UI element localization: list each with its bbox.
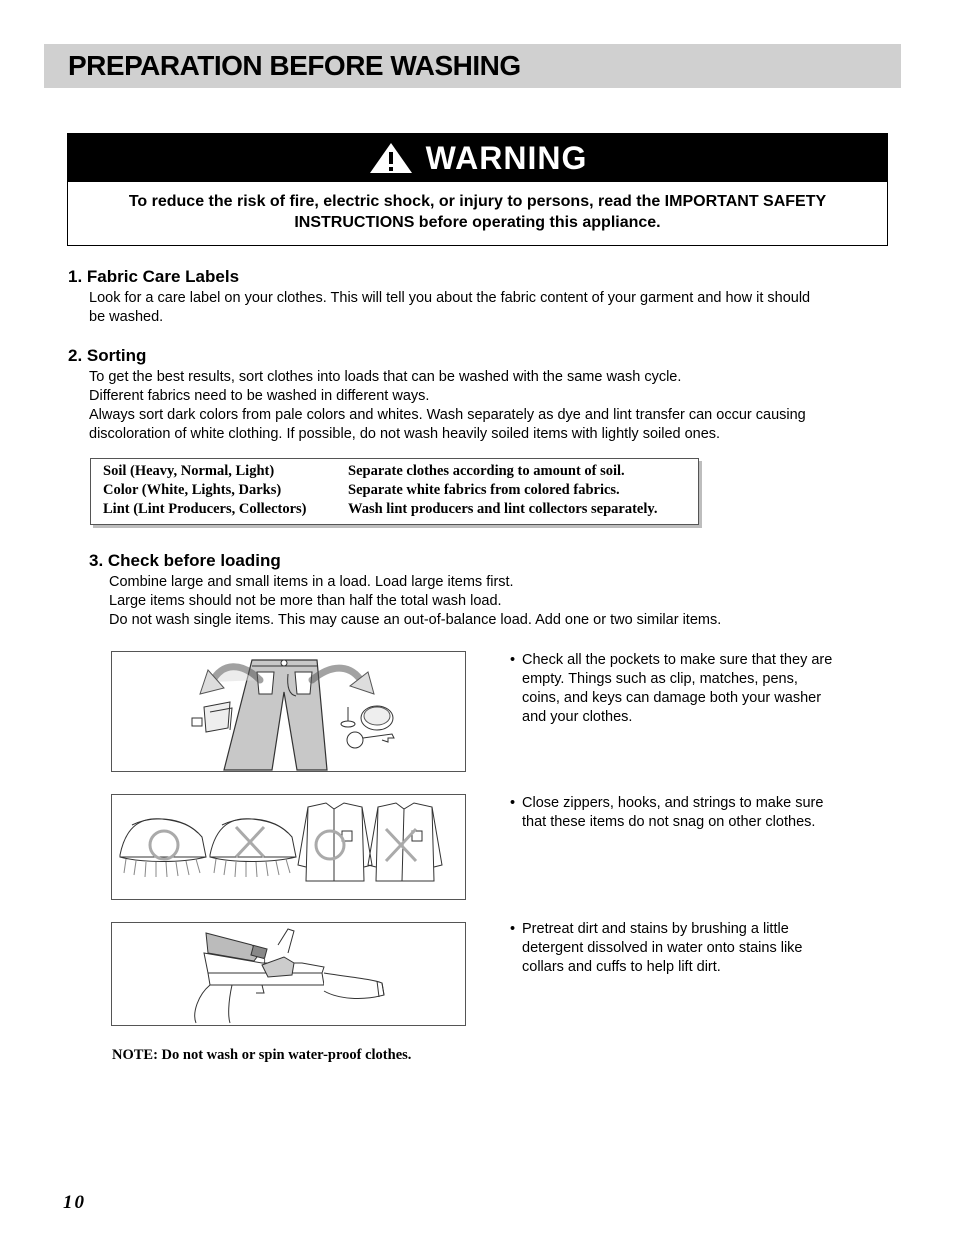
body-line: Combine large and small items in a load. Load large items first.	[109, 574, 514, 590]
page-title: PREPARATION BEFORE WASHING	[68, 50, 521, 81]
bullet-text	[522, 920, 803, 977]
bullet-line: empty. Things such as clip, matches, pens,	[522, 671, 798, 687]
table-cell-category: Color (White, Lights, Darks)	[103, 482, 282, 498]
bullet-line: detergent dissolved in water onto stains like	[522, 940, 803, 956]
body-line: Different fabrics need to be washed in different ways.	[89, 388, 430, 404]
body-line: Look for a care label on your clothes. This will tell you about the fabric content of your garment and how it should	[89, 290, 811, 306]
pants-pocket-icon	[112, 652, 465, 771]
header-bar	[44, 44, 901, 88]
section-title-sorting: 2. Sorting	[68, 346, 147, 365]
warning-line: INSTRUCTIONS before operating this appliance.	[294, 214, 661, 231]
table-cell-category: Lint (Lint Producers, Collectors)	[103, 501, 307, 517]
section-body-sorting	[89, 368, 806, 444]
page-number: 10	[63, 1192, 86, 1213]
warning-triangle-icon	[368, 141, 414, 175]
bullet-line: collars and cuffs to help lift dirt.	[522, 959, 721, 975]
zipper-jacket-icon	[112, 795, 465, 899]
zippers-illustration	[111, 794, 466, 900]
detergent-bottle-icon	[112, 923, 465, 1025]
body-line: be washed.	[89, 309, 164, 325]
table-cell-instruction: Separate white fabrics from colored fabrics.	[348, 482, 620, 498]
bullet-dot: •	[510, 795, 516, 811]
body-line: Do not wash single items. This may cause an out-of-balance load. Add one or two similar items.	[109, 612, 722, 628]
bullet-dot: •	[510, 652, 516, 668]
bullet-line: coins, and keys can damage both your washer	[522, 690, 822, 706]
section-body-fabric-care	[89, 289, 810, 327]
warning-title: WARNING	[425, 139, 588, 176]
pockets-illustration	[111, 651, 466, 772]
waterproof-note: NOTE: Do not wash or spin water-proof clothes.	[112, 1047, 412, 1063]
warning-header	[68, 134, 887, 182]
warning-text	[68, 182, 887, 233]
warning-box	[67, 133, 888, 246]
bullet-text	[522, 651, 832, 727]
body-line: Always sort dark colors from pale colors and whites. Wash separately as dye and lint transfer can occur causing	[89, 407, 806, 423]
body-line: To get the best results, sort clothes into loads that can be washed with the same wash cycle.	[89, 369, 682, 385]
pretreat-illustration	[111, 922, 466, 1026]
table-cell-instruction: Wash lint producers and lint collectors separately.	[348, 501, 658, 517]
warning-line: To reduce the risk of fire, electric shock, or injury to persons, read the IMPORTANT SAFETY	[128, 193, 827, 210]
body-line: Large items should not be more than half the total wash load.	[109, 593, 502, 609]
bullet-line: Pretreat dirt and stains by brushing a little	[522, 921, 789, 937]
bullet-line: that these items do not snag on other clothes.	[522, 814, 816, 830]
bullet-line: Check all the pockets to make sure that they are	[522, 652, 833, 668]
bullet-text	[522, 794, 823, 832]
table-cell-instruction: Separate clothes according to amount of soil.	[348, 463, 625, 479]
bullet-line: Close zippers, hooks, and strings to make sure	[522, 795, 824, 811]
section-title-fabric-care: 1. Fabric Care Labels	[68, 267, 240, 286]
bullet-dot: •	[510, 921, 516, 937]
section-title-check-before-loading: 3. Check before loading	[89, 551, 281, 570]
table-cell-category: Soil (Heavy, Normal, Light)	[103, 463, 275, 479]
section-body-check-before-loading	[109, 573, 721, 630]
body-line: discoloration of white clothing. If possible, do not wash heavily soiled items with lightly soiled ones.	[89, 426, 721, 442]
sorting-table	[90, 458, 699, 525]
bullet-line: and your clothes.	[522, 709, 633, 725]
